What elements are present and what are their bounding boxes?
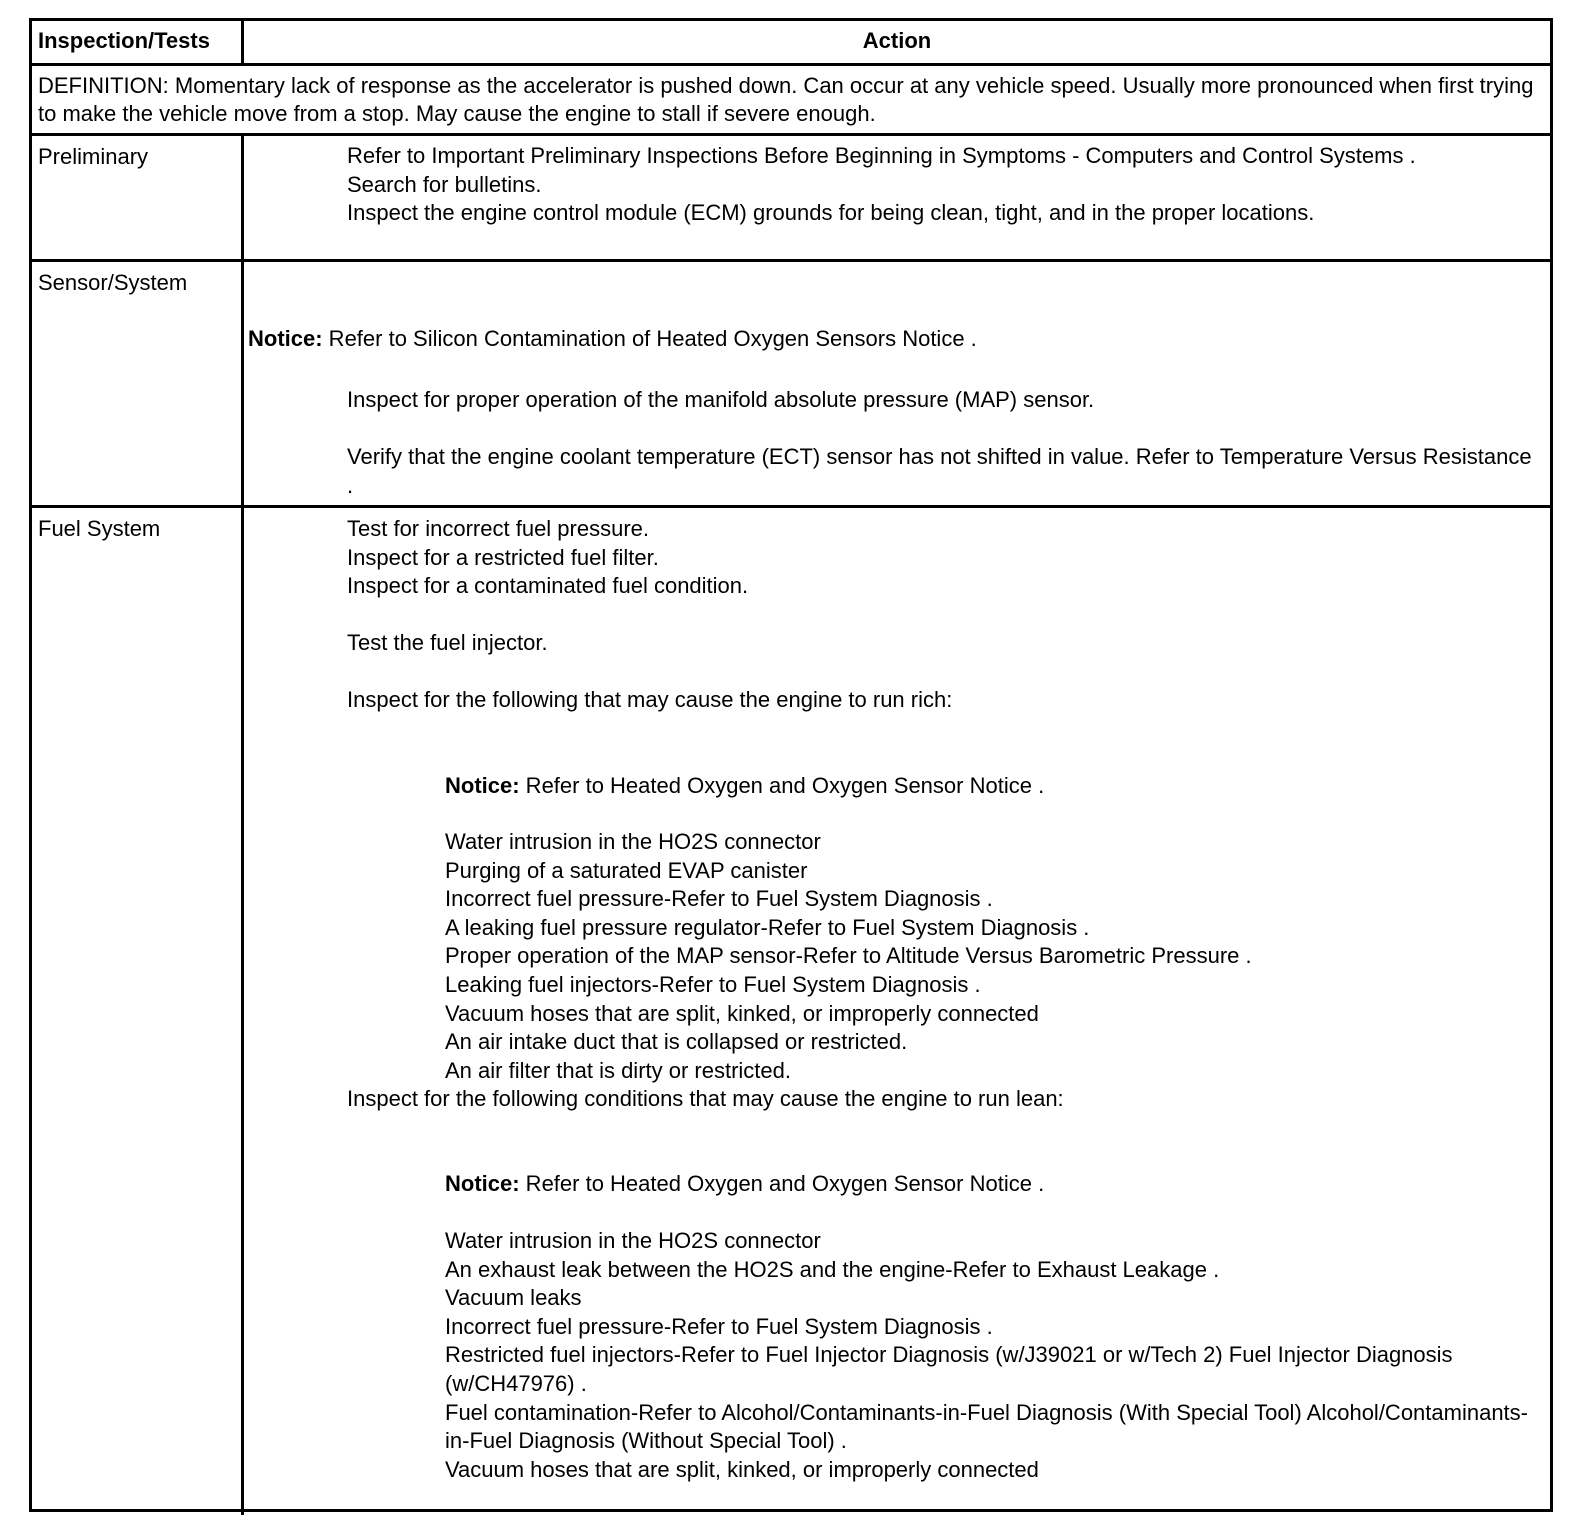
list-item: Incorrect fuel pressure-Refer to Fuel System Diagnosis . — [445, 1313, 993, 1339]
diagnostic-table — [29, 18, 1553, 1512]
list-item: Purging of a saturated EVAP canister — [445, 857, 808, 883]
list-item: Incorrect fuel pressure-Refer to Fuel System Diagnosis . — [445, 886, 993, 912]
list-item: Vacuum hoses that are split, kinked, or improperly connected — [445, 1000, 1039, 1026]
header-row — [32, 21, 1550, 63]
preliminary-label: Preliminary — [38, 144, 149, 169]
notice-label: Notice: — [445, 773, 520, 798]
fuel-action-rich-intro — [347, 686, 1540, 715]
column-divider — [241, 508, 244, 1515]
list-item: Test for incorrect fuel pressure. — [347, 516, 650, 541]
notice-text: Refer to Heated Oxygen and Oxygen Sensor Notice . — [519, 773, 1045, 798]
definition-text: DEFINITION: Momentary lack of response as the accelerator is pushed down. Can occur at any vehicle speed. Usually more pronounced when first trying to make the vehicle move from a stop. May cause the engine to stall if severe enough. — [38, 73, 1534, 126]
list-item: An air intake duct that is collapsed or restricted. — [445, 1029, 908, 1055]
list-item: Inspect for proper operation of the manifold absolute pressure (MAP) sensor. — [347, 387, 1095, 412]
notice-text: Refer to Heated Oxygen and Oxygen Sensor Notice . — [519, 1171, 1045, 1196]
preliminary-row — [32, 133, 1550, 259]
rich-notice — [347, 772, 1540, 801]
list-item: Leaking fuel injectors-Refer to Fuel System Diagnosis . — [445, 971, 981, 997]
sensor-action-ect — [347, 443, 1540, 500]
sensor-system-label: Sensor/System — [38, 270, 188, 295]
sensor-system-row — [32, 259, 1550, 505]
notice-label: Notice: — [248, 326, 323, 351]
fuel-system-label: Fuel System — [38, 516, 161, 541]
list-item: Test the fuel injector. — [347, 630, 548, 655]
header-inspection-tests: Inspection/Tests — [38, 28, 210, 53]
column-divider — [241, 262, 244, 505]
list-item: Restricted fuel injectors-Refer to Fuel Injector Diagnosis (w/J39021 or w/Tech 2) Fuel Injector Diagnosis (w/CH47976) . — [445, 1342, 1453, 1396]
fuel-system-row — [32, 505, 1550, 1512]
column-divider — [241, 136, 244, 259]
list-item: Inspect for the following conditions that may cause the engine to run lean: — [347, 1086, 1064, 1111]
list-item: Proper operation of the MAP sensor-Refer to Altitude Versus Barometric Pressure . — [445, 943, 1252, 969]
list-item: Water intrusion in the HO2S connector — [445, 829, 821, 854]
list-item: Inspect for the following that may cause the engine to run rich: — [347, 687, 953, 712]
list-item: Search for bulletins. — [347, 171, 542, 197]
list-item: Inspect for a contaminated fuel condition. — [347, 573, 749, 599]
list-item: Water intrusion in the HO2S connector — [445, 1228, 821, 1253]
rich-conditions-list — [347, 828, 1540, 1085]
list-item: Refer to Important Preliminary Inspections Before Beginning in Symptoms - Computers and Control Systems . — [347, 143, 1416, 168]
list-item: Fuel contamination-Refer to Alcohol/Contaminants-in-Fuel Diagnosis (With Special Tool) Alcohol/Contaminants-in-Fuel Diagnosis (Without Special Tool) . — [445, 1399, 1528, 1454]
sensor-notice — [248, 325, 977, 353]
list-item: Inspect for a restricted fuel filter. — [347, 544, 659, 570]
list-item: A leaking fuel pressure regulator-Refer to Fuel System Diagnosis . — [445, 914, 1090, 940]
list-item: Vacuum hoses that are split, kinked, or improperly connected — [445, 1456, 1039, 1482]
list-item: An exhaust leak between the HO2S and the engine-Refer to Exhaust Leakage . — [445, 1256, 1220, 1282]
lean-notice — [347, 1170, 1540, 1199]
list-item: Inspect the engine control module (ECM) grounds for being clean, tight, and in the proper locations. — [347, 200, 1315, 226]
lean-conditions-list — [347, 1227, 1540, 1484]
preliminary-actions — [347, 142, 1540, 228]
notice-label: Notice: — [445, 1171, 520, 1196]
fuel-action-lean-intro — [347, 1085, 1540, 1114]
list-item: Verify that the engine coolant temperature (ECT) sensor has not shifted in value. Refer to Temperature Versus Resistance . — [347, 444, 1532, 498]
fuel-actions-primary — [347, 515, 1540, 601]
definition-row — [32, 63, 1550, 133]
sensor-action-map — [347, 386, 1540, 415]
notice-text: Refer to Silicon Contamination of Heated Oxygen Sensors Notice . — [322, 326, 977, 351]
list-item: Vacuum leaks — [445, 1285, 582, 1311]
header-action: Action — [862, 28, 932, 53]
fuel-action-injector — [347, 629, 1540, 658]
list-item: An air filter that is dirty or restricted. — [445, 1057, 791, 1083]
